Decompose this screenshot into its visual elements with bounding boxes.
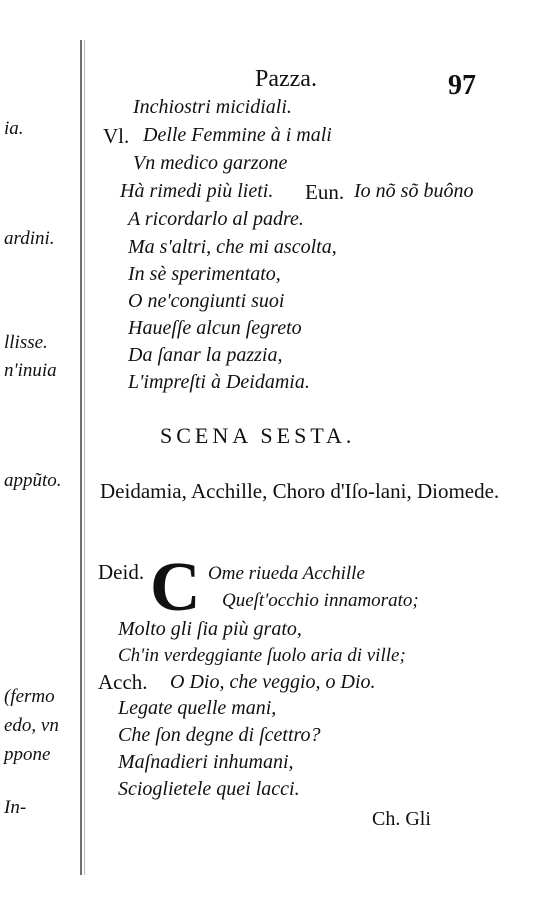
catchword: Ch. Gli (372, 808, 431, 830)
left-page-fragment: edo, vn (4, 715, 59, 736)
left-page-fragment: ardini. (4, 228, 55, 249)
left-page-fragment: n'inuia (4, 360, 57, 381)
verse-line: O Dio, che veggio, o Dio. (170, 671, 376, 693)
speaker-label: Eun. (305, 180, 345, 204)
verse-line: Io nõ sõ buôno (354, 180, 474, 202)
verse-line: L'impreſti à Deidamia. (128, 371, 310, 393)
speaker-label: Deid. (98, 560, 145, 584)
verse-line: Delle Femmine à i mali (143, 124, 332, 146)
verse-line: Legate quelle mani, (118, 697, 277, 719)
gutter-line (80, 40, 82, 875)
verse-line: Da ſanar la pazzia, (128, 344, 283, 366)
verse-line: Ch'in verdeggiante ſuolo aria di ville; (118, 645, 406, 666)
verse-line: Che ſon degne di ſcettro? (118, 724, 321, 746)
character-list: Deidamia, Acchille, Choro d'Iſo-lani, Diomede. (100, 479, 500, 503)
verse-line: Ome riueda Acchille (208, 563, 365, 584)
drop-cap: C (150, 549, 201, 626)
left-page-fragment: ia. (4, 118, 24, 139)
verse-line: Scioglietele quei lacci. (118, 778, 300, 800)
verse-line: Queſt'occhio innamorato; (222, 590, 419, 611)
verse-line: Haueſſe alcun ſegreto (128, 317, 302, 339)
left-page-fragment: appũto. (4, 470, 62, 491)
verse-line: Vn medico garzone (133, 152, 288, 174)
verse-line: A ricordarlo al padre. (128, 208, 304, 230)
left-page-fragment: (fermo (4, 686, 55, 707)
speaker-label: Vl. (103, 124, 130, 148)
verse-line: Inchiostri micidiali. (133, 96, 292, 118)
verse-line: Ma s'altri, che mi ascolta, (128, 236, 337, 258)
left-page-fragment: ppone (4, 744, 51, 765)
scene-heading: SCENA SESTA. (160, 423, 356, 448)
running-title: Pazza. (255, 66, 317, 92)
left-page-fragment: llisse. (4, 332, 48, 353)
verse-line: Molto gli ſia più grato, (118, 618, 302, 640)
page-number: 97 (448, 70, 476, 101)
gutter-line (84, 40, 85, 875)
speaker-label: Acch. (98, 670, 148, 694)
verse-line: Hà rimedi più lieti. (120, 180, 274, 202)
verse-line: Maſnadieri inhumani, (118, 751, 294, 773)
verse-line: O ne'congiunti suoi (128, 290, 285, 312)
left-page-fragment: In- (4, 797, 27, 818)
verse-line: In sè sperimentato, (128, 263, 281, 285)
